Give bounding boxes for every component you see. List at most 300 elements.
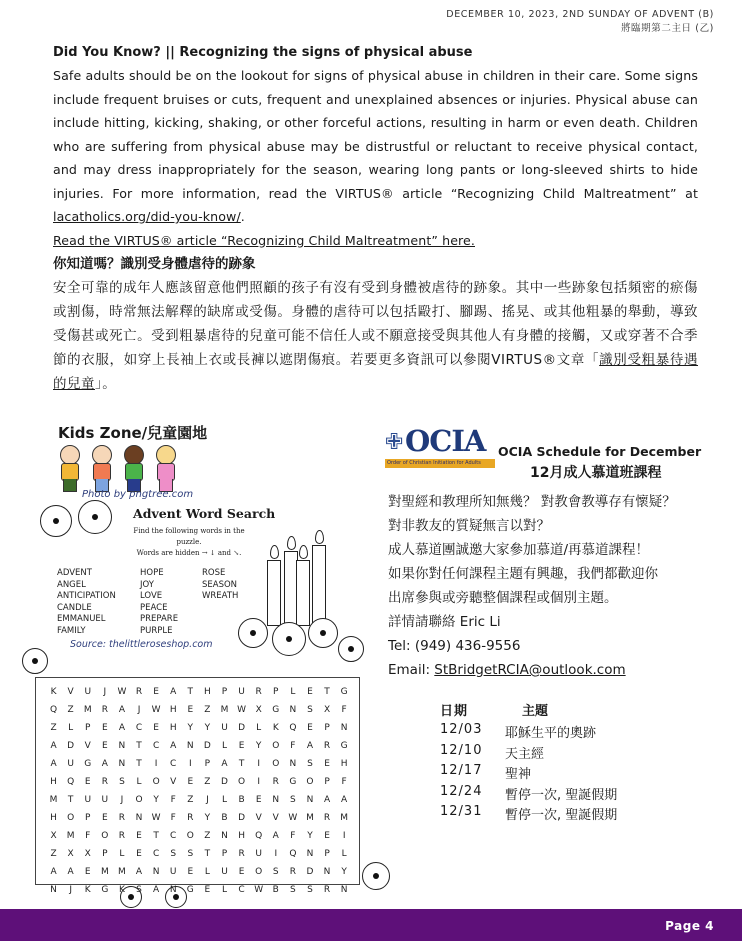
grid-letter[interactable]: R: [187, 813, 194, 823]
grid-letter[interactable]: P: [204, 759, 211, 769]
grid-letter[interactable]: E: [136, 831, 142, 841]
grid-letter[interactable]: A: [50, 867, 57, 877]
schedule-row: [440, 804, 617, 825]
grid-letter[interactable]: O: [306, 777, 314, 787]
grid-letter[interactable]: C: [238, 885, 245, 895]
grid-letter[interactable]: O: [255, 867, 263, 877]
grid-letter[interactable]: S: [290, 885, 296, 895]
grid-letter[interactable]: P: [324, 723, 330, 733]
grid-letter[interactable]: E: [307, 723, 313, 733]
schedule-row: [440, 722, 617, 743]
date-line-zh: 將臨期第二主日 (乙): [620, 23, 714, 34]
grid-letter[interactable]: N: [340, 885, 348, 895]
grid-letter[interactable]: C: [135, 723, 143, 733]
grid-letter[interactable]: S: [136, 885, 142, 895]
grid-letter[interactable]: O: [152, 777, 160, 787]
did-you-know-title-zh: 你知道嗎？識別受身體虐待的跡象: [53, 256, 256, 272]
grid-letter[interactable]: Q: [50, 705, 58, 715]
grid-letter[interactable]: B: [272, 885, 279, 895]
after-link: .: [240, 209, 245, 224]
grid-letter[interactable]: N: [289, 705, 297, 715]
grid-letter[interactable]: S: [187, 849, 194, 859]
grid-row: [45, 863, 353, 881]
candle-icon: [312, 545, 326, 626]
word-list-item: SEASON: [202, 579, 238, 590]
grid-letter[interactable]: T: [67, 795, 74, 805]
grid-letter[interactable]: C: [170, 759, 177, 769]
grid-letter[interactable]: P: [221, 849, 228, 859]
grid-letter[interactable]: M: [83, 705, 92, 715]
grid-letter[interactable]: R: [272, 777, 279, 787]
grid-letter[interactable]: U: [221, 723, 228, 733]
grid-row: [45, 737, 353, 755]
grid-letter[interactable]: G: [186, 885, 194, 895]
grid-letter[interactable]: B: [221, 813, 228, 823]
grid-letter[interactable]: V: [272, 813, 279, 823]
word-list-item: FAMILY: [57, 625, 86, 636]
grid-letter[interactable]: I: [154, 759, 158, 769]
grid-letter[interactable]: R: [101, 777, 108, 787]
grid-letter[interactable]: Z: [187, 795, 194, 805]
schedule-row: [440, 784, 617, 805]
grid-letter[interactable]: L: [221, 885, 227, 895]
grid-letter[interactable]: N: [169, 885, 177, 895]
grid-letter[interactable]: H: [238, 831, 245, 841]
kid-head: [156, 445, 176, 465]
grid-letter[interactable]: D: [238, 723, 246, 733]
grid-letter[interactable]: F: [170, 813, 176, 823]
grid-letter[interactable]: O: [101, 831, 109, 841]
grid-letter[interactable]: I: [257, 759, 260, 769]
grid-letter[interactable]: D: [67, 741, 75, 751]
grid-letter[interactable]: P: [102, 849, 108, 859]
grid-letter[interactable]: D: [306, 867, 314, 877]
grid-letter[interactable]: D: [221, 777, 228, 787]
did-you-know-link[interactable]: lacatholics.org/did-you-know/: [53, 209, 241, 224]
grid-letter[interactable]: F: [170, 795, 176, 805]
ocia-line: 出席參與或旁聽整個課程或個別主題。: [388, 590, 618, 606]
grid-letter[interactable]: M: [49, 795, 58, 805]
grid-letter[interactable]: Q: [289, 849, 297, 859]
grid-letter[interactable]: I: [274, 849, 278, 859]
grid-letter[interactable]: A: [306, 741, 314, 751]
kid-figure: [119, 445, 147, 493]
grid-letter[interactable]: N: [306, 849, 314, 859]
schedule-topic: 聖神: [505, 767, 532, 782]
grid-row: [45, 827, 353, 845]
grid-letter[interactable]: S: [170, 849, 177, 859]
word-list-item: HOPE: [140, 568, 164, 578]
grid-letter[interactable]: P: [85, 813, 91, 823]
grid-letter[interactable]: X: [50, 831, 57, 841]
grid-letter[interactable]: M: [340, 813, 349, 823]
schedule-topic: 耶穌生平的奧跡: [505, 726, 597, 741]
grid-letter[interactable]: U: [169, 867, 177, 877]
grid-letter[interactable]: W: [237, 705, 247, 715]
grid-letter[interactable]: H: [50, 777, 57, 787]
grid-letter[interactable]: M: [220, 705, 229, 715]
grid-letter[interactable]: V: [170, 777, 177, 787]
grid-letter[interactable]: A: [221, 759, 228, 769]
poinsettia-decoration: [40, 505, 72, 537]
flame-icon: [287, 536, 296, 550]
email-label: Email:: [388, 662, 435, 678]
grid-letter[interactable]: E: [307, 687, 313, 697]
grid-letter[interactable]: L: [204, 867, 210, 877]
grid-letter[interactable]: U: [84, 795, 92, 805]
word-list-item: ROSE: [202, 568, 226, 578]
grid-letter[interactable]: O: [238, 777, 246, 787]
grid-letter[interactable]: T: [238, 759, 245, 769]
grid-letter[interactable]: J: [206, 795, 209, 805]
ocia-line: 對聖經和教理所知無幾？ 對教會教導存有懷疑？: [388, 494, 676, 510]
grid-letter[interactable]: L: [136, 777, 142, 787]
grid-letter[interactable]: L: [256, 723, 262, 733]
kid-figure: [55, 445, 83, 493]
grid-letter[interactable]: L: [68, 723, 74, 733]
grid-letter[interactable]: K: [118, 885, 125, 895]
grid-letter[interactable]: K: [84, 885, 91, 895]
grid-letter[interactable]: P: [324, 849, 330, 859]
grid-letter[interactable]: I: [342, 831, 346, 841]
grid-letter[interactable]: E: [255, 795, 262, 805]
grid-row: [45, 719, 353, 737]
grid-letter[interactable]: P: [273, 687, 279, 697]
schedule-table: [440, 700, 617, 825]
grid-letter[interactable]: Y: [204, 813, 211, 823]
grid-letter[interactable]: O: [67, 813, 75, 823]
grid-letter[interactable]: Q: [67, 777, 75, 787]
grid-letter[interactable]: M: [118, 867, 126, 877]
grid-letter[interactable]: N: [221, 831, 228, 841]
grid-letter[interactable]: I: [188, 759, 192, 769]
grid-letter[interactable]: A: [323, 795, 331, 805]
ocia-phone: Tel: (949) 436-9556: [388, 638, 521, 654]
grid-letter[interactable]: E: [101, 741, 108, 751]
ocia-email-line: [388, 658, 676, 682]
ocia-line: 對非教友的質疑無言以對？: [388, 518, 550, 534]
grid-letter[interactable]: X: [84, 849, 91, 859]
grid-letter[interactable]: C: [170, 831, 177, 841]
grid-letter[interactable]: R: [255, 687, 262, 697]
grid-letter[interactable]: H: [50, 813, 57, 823]
grid-letter[interactable]: S: [307, 885, 313, 895]
grid-letter[interactable]: E: [101, 813, 108, 823]
grid-letter[interactable]: S: [307, 705, 313, 715]
grid-letter[interactable]: R: [101, 705, 108, 715]
grid-letter[interactable]: L: [341, 849, 347, 859]
grid-letter[interactable]: A: [50, 741, 57, 751]
grid-row: [45, 809, 353, 827]
grid-letter[interactable]: A: [135, 867, 143, 877]
grid-letter[interactable]: E: [204, 885, 211, 895]
kids-illustration: [55, 445, 185, 493]
grid-letter[interactable]: R: [238, 849, 245, 859]
grid-letter[interactable]: N: [50, 885, 57, 895]
grid-letter[interactable]: A: [170, 741, 177, 751]
grid-letter[interactable]: E: [153, 687, 159, 697]
grid-letter[interactable]: F: [341, 777, 347, 787]
grid-letter[interactable]: N: [306, 795, 314, 805]
grid-letter[interactable]: L: [290, 687, 296, 697]
grid-letter[interactable]: E: [187, 777, 194, 787]
grid-letter[interactable]: Z: [204, 831, 211, 841]
grid-letter[interactable]: U: [238, 687, 245, 697]
grid-letter[interactable]: Z: [67, 705, 74, 715]
grid-letter[interactable]: J: [137, 705, 141, 715]
kid-pants: [63, 479, 77, 492]
poinsettia-decoration: [338, 636, 364, 662]
grid-letter[interactable]: F: [290, 831, 296, 841]
grid-letter[interactable]: L: [221, 741, 227, 751]
grid-letter[interactable]: T: [136, 759, 142, 769]
grid-letter[interactable]: X: [255, 705, 262, 715]
grid-letter[interactable]: U: [221, 867, 228, 877]
zh-article-link[interactable]: 識別受粗暴待遇的兒童: [53, 352, 699, 392]
poinsettia-decoration: [362, 862, 390, 890]
grid-letter[interactable]: T: [204, 849, 211, 859]
grid-letter[interactable]: Y: [341, 867, 347, 877]
grid-letter[interactable]: G: [340, 741, 348, 751]
grid-letter[interactable]: H: [169, 723, 177, 733]
grid-letter[interactable]: Y: [255, 741, 262, 751]
grid-letter[interactable]: N: [272, 795, 280, 805]
grid-letter[interactable]: T: [153, 831, 159, 841]
word-list-item: ANGEL: [57, 579, 86, 590]
grid-letter[interactable]: R: [118, 813, 126, 823]
word-list-item: ANTICIPATION: [57, 591, 116, 602]
grid-letter[interactable]: M: [66, 831, 75, 841]
grid-letter[interactable]: A: [67, 867, 74, 877]
grid-letter[interactable]: G: [340, 687, 348, 697]
grid-letter[interactable]: K: [272, 723, 279, 733]
grid-letter[interactable]: F: [341, 705, 347, 715]
grid-letter[interactable]: S: [290, 795, 296, 805]
grid-row: [45, 881, 353, 899]
grid-letter[interactable]: B: [238, 795, 245, 805]
grid-letter[interactable]: Q: [255, 831, 263, 841]
grid-letter[interactable]: P: [85, 723, 91, 733]
body-text: Safe adults should be on the lookout for signs of physical abuse in children in their care. Some signs include frequent bruises or cuts, frequent and unexplained absences or injuries. Physical abuse can include hitting, kicking, shaking, or other forceful actions, resulting in harm or even death. Children who are suffering from physical abuse may be distrustful or reluctant to receive physical contact, and may dress inappropriately for the season, wearing long pants or long-sleeved shirts to hide injuries. For more information, read the VIRTUS® article “Recognizing Child Maltreatment” at: [53, 68, 698, 201]
grid-letter[interactable]: U: [101, 795, 109, 805]
did-you-know-body: [53, 64, 698, 229]
kid-figure: [87, 445, 115, 493]
grid-letter[interactable]: Z: [204, 705, 211, 715]
grid-letter[interactable]: Z: [204, 777, 211, 787]
ocia-logo: [385, 424, 495, 470]
grid-letter[interactable]: G: [84, 759, 92, 769]
grid-letter[interactable]: N: [118, 759, 126, 769]
grid-row: [45, 791, 353, 809]
grid-letter[interactable]: C: [152, 849, 160, 859]
grid-letter[interactable]: R: [323, 741, 331, 751]
grid-letter[interactable]: U: [84, 687, 92, 697]
grid-letter[interactable]: V: [67, 687, 74, 697]
grid-letter[interactable]: O: [272, 759, 280, 769]
word-list-item: CANDLE: [57, 602, 92, 613]
grid-letter[interactable]: J: [120, 795, 124, 805]
flame-icon: [315, 530, 324, 544]
word-list-column: [57, 568, 116, 638]
schedule-row: [440, 743, 617, 764]
grid-letter[interactable]: W: [151, 813, 161, 823]
grid-letter[interactable]: L: [221, 795, 227, 805]
schedule-topic: 暫停一次, 聖誕假期: [505, 808, 618, 823]
grid-letter[interactable]: Y: [307, 831, 313, 841]
kid-head: [60, 445, 80, 465]
grid-letter[interactable]: Z: [50, 849, 57, 859]
word-search-grid: [35, 677, 360, 895]
photo-credit: Photo by pngtree.com: [82, 489, 194, 500]
grid-letter[interactable]: N: [289, 759, 297, 769]
grid-letter[interactable]: O: [135, 795, 143, 805]
candle-icon: [267, 560, 281, 626]
schedule-date: 12/31: [440, 804, 483, 819]
grid-letter[interactable]: R: [289, 867, 296, 877]
grid-letter[interactable]: W: [288, 813, 298, 823]
grid-letter[interactable]: D: [238, 813, 246, 823]
grid-letter[interactable]: A: [118, 705, 125, 715]
grid-letter[interactable]: M: [306, 813, 314, 823]
kid-head: [92, 445, 112, 465]
grid-letter[interactable]: C: [152, 741, 160, 751]
schedule-header: [440, 700, 617, 722]
word-list-column: [202, 568, 238, 603]
grid-letter[interactable]: H: [169, 705, 177, 715]
grid-letter[interactable]: T: [136, 741, 142, 751]
zh-body-text: 安全可靠的成年人應該留意他們照顧的孩子有沒有受到身體被虐待的跡象。其中一些跡象包括頻密的瘀傷或割傷，時常無法解釋的缺席或受傷。身體的虐待可以包括毆打、腳踢、搖晃、或其他粗暴的舉動，導致受傷甚或死亡。受到粗暴虐待的兒童可能不信任人或不願意接受與其他人有身體的接觸，又或穿著不合季節的衣服，如穿上長袖上衣或長褲以遮閉傷痕。若要更多資訊可以參閱VIRTUS®文章「: [53, 280, 698, 368]
read-article-link[interactable]: Read the VIRTUS® article “Recognizing Child Maltreatment” here.: [53, 232, 475, 248]
grid-letter[interactable]: A: [341, 795, 348, 805]
grid-letter[interactable]: V: [84, 741, 91, 751]
grid-letter[interactable]: E: [238, 867, 245, 877]
grid-letter[interactable]: E: [324, 759, 330, 769]
grid-letter[interactable]: G: [289, 777, 297, 787]
grid-letter[interactable]: U: [255, 849, 262, 859]
grid-letter[interactable]: U: [67, 759, 74, 769]
grid-letter[interactable]: T: [187, 687, 194, 697]
grid-letter[interactable]: N: [186, 741, 194, 751]
grid-letter[interactable]: J: [103, 687, 107, 697]
schedule-topic: 天主經: [505, 746, 545, 762]
grid-letter[interactable]: E: [238, 741, 245, 751]
grid-letter[interactable]: R: [323, 813, 331, 823]
ocia-logo-text: OCIA: [405, 424, 486, 458]
grid-letter[interactable]: G: [272, 705, 280, 715]
grid-letter[interactable]: E: [136, 849, 142, 859]
grid-letter[interactable]: E: [187, 705, 194, 715]
grid-letter[interactable]: A: [118, 723, 125, 733]
grid-letter[interactable]: F: [85, 831, 91, 841]
grid-letter[interactable]: G: [101, 885, 109, 895]
footer-bar: [0, 909, 742, 941]
grid-letter[interactable]: N: [118, 741, 126, 751]
ocia-line: 成人慕道團誠邀大家參加慕道/再慕道課程！: [388, 542, 650, 558]
poinsettia-decoration: [238, 618, 268, 648]
word-list-item: PURPLE: [140, 625, 173, 636]
grid-letter[interactable]: N: [323, 867, 331, 877]
grid-letter[interactable]: A: [50, 759, 57, 769]
grid-letter[interactable]: X: [67, 849, 74, 859]
grid-letter[interactable]: S: [119, 777, 125, 787]
grid-letter[interactable]: E: [187, 867, 194, 877]
grid-letter[interactable]: N: [152, 867, 160, 877]
grid-letter[interactable]: O: [272, 741, 280, 751]
grid-letter[interactable]: P: [324, 777, 330, 787]
kid-head: [124, 445, 144, 465]
grid-letter[interactable]: A: [101, 759, 108, 769]
flame-icon: [270, 545, 279, 559]
letter-grid: [45, 683, 353, 899]
grid-letter[interactable]: H: [340, 759, 348, 769]
grid-row: [45, 755, 353, 773]
page-number: Page 4: [665, 919, 714, 933]
grid-letter[interactable]: Y: [204, 723, 211, 733]
ocia-schedule-title: OCIA Schedule for December: [498, 444, 702, 459]
ocia-logo-subtitle: Order of Christian Initiation for Adults: [385, 459, 495, 468]
grid-letter[interactable]: N: [340, 723, 348, 733]
grid-letter[interactable]: N: [135, 813, 143, 823]
grid-letter[interactable]: L: [119, 849, 125, 859]
grid-letter[interactable]: J: [69, 885, 72, 895]
grid-letter[interactable]: S: [307, 759, 313, 769]
grid-letter[interactable]: A: [170, 687, 177, 697]
grid-letter[interactable]: O: [186, 831, 194, 841]
grid-row: [45, 701, 353, 719]
email-link[interactable]: StBridgetRCIA@outlook.com: [434, 662, 626, 678]
grid-letter[interactable]: E: [324, 831, 330, 841]
word-search-source: Source: thelittleroseshop.com: [70, 639, 213, 650]
grid-letter[interactable]: W: [117, 687, 127, 697]
grid-letter[interactable]: T: [324, 687, 330, 697]
grid-letter[interactable]: E: [101, 723, 108, 733]
did-you-know-section: [53, 45, 698, 396]
grid-letter[interactable]: A: [272, 831, 279, 841]
grid-letter[interactable]: D: [203, 741, 211, 751]
grid-letter[interactable]: V: [255, 813, 262, 823]
word-list-item: EMMANUEL: [57, 614, 106, 625]
page-header: [446, 8, 714, 36]
grid-letter[interactable]: E: [153, 723, 159, 733]
grid-letter[interactable]: A: [153, 885, 160, 895]
grid-letter[interactable]: I: [257, 777, 260, 787]
kid-figure: [151, 445, 179, 493]
grid-letter[interactable]: E: [84, 867, 91, 877]
grid-letter[interactable]: P: [221, 687, 228, 697]
grid-letter[interactable]: E: [84, 777, 91, 787]
grid-letter[interactable]: Y: [187, 723, 194, 733]
grid-letter[interactable]: F: [290, 741, 296, 751]
grid-letter[interactable]: Z: [50, 723, 57, 733]
grid-letter[interactable]: W: [151, 705, 161, 715]
kids-zone-title: Kids Zone/兒童園地: [58, 424, 208, 442]
candle-icon: [296, 560, 310, 626]
grid-letter[interactable]: R: [135, 687, 143, 697]
grid-letter[interactable]: R: [118, 831, 126, 841]
grid-letter[interactable]: W: [254, 885, 264, 895]
grid-letter[interactable]: K: [50, 687, 57, 697]
schedule-topic: 暫停一次, 聖誕假期: [505, 787, 618, 803]
word-search-title: Advent Word Search: [133, 506, 276, 521]
grid-letter[interactable]: S: [272, 867, 279, 877]
grid-letter[interactable]: R: [323, 885, 331, 895]
grid-letter[interactable]: M: [100, 867, 109, 877]
grid-letter[interactable]: H: [204, 687, 211, 697]
grid-letter[interactable]: X: [323, 705, 331, 715]
grid-letter[interactable]: Q: [289, 723, 297, 733]
did-you-know-body-zh: [53, 276, 698, 396]
grid-letter[interactable]: Y: [153, 795, 159, 805]
